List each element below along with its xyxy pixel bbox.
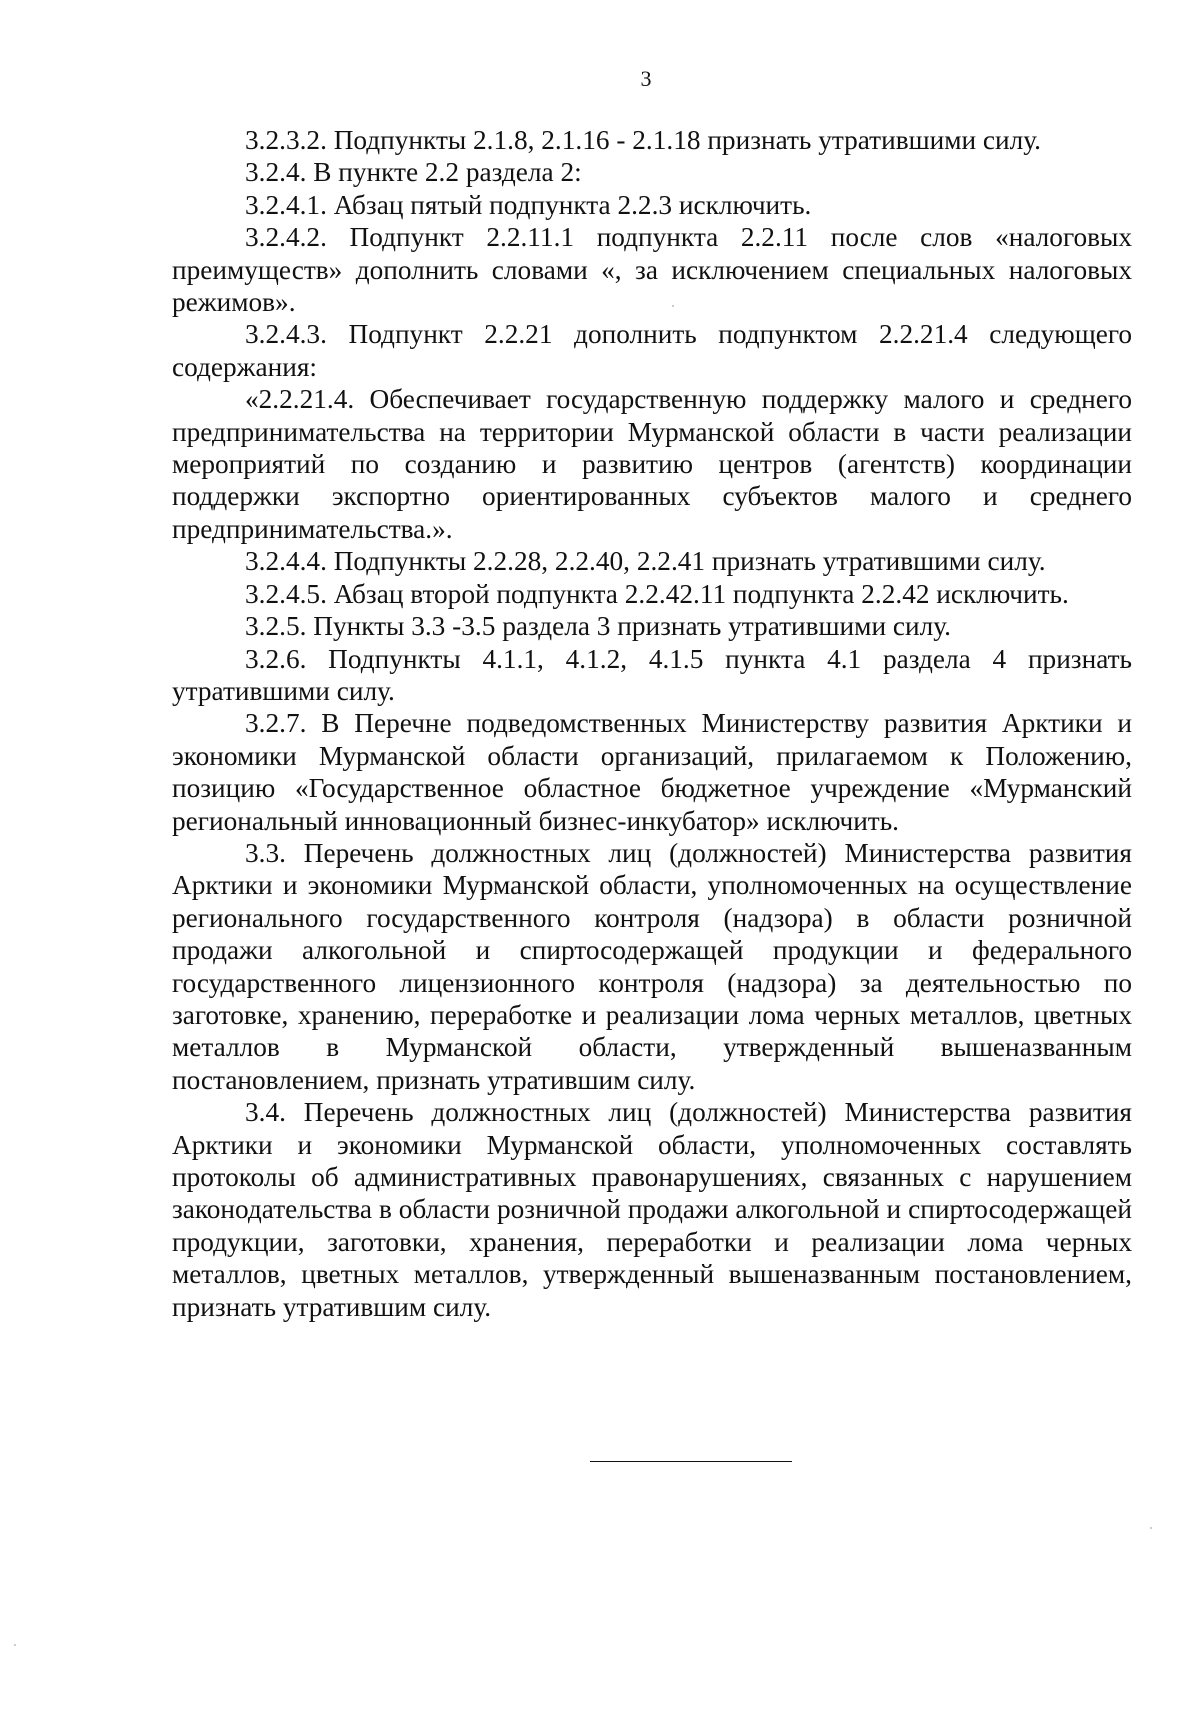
paragraph-3-4: 3.4. Перечень должностных лиц (должностей) Министерства развития Арктики и экономики Мурманской области, уполномоченных составлять протоколы об административных правонарушениях, связанных с нарушением законодательства в области розничной продажи алкогольной и спиртосодержащей продукции, заготовки, хранения, переработки и реализации лома черных металлов, цветных металлов, утвержденный вышеназванным постановлением, признать утратившим силу. xyxy=(172,1097,1132,1322)
paragraph-3-2-3-2: 3.2.3.2. Подпункты 2.1.8, 2.1.16 - 2.1.18 признать утратившими силу. xyxy=(245,125,1042,155)
paragraph-3-2-5: 3.2.5. Пункты 3.3 -3.5 раздела 3 признать утратившими силу. xyxy=(245,611,951,642)
document-body xyxy=(172,124,1132,1323)
paragraph-3-2-4-1: 3.2.4.1. Абзац пятый подпункта 2.2.3 исключить. xyxy=(245,189,812,220)
paragraph-3-2-4-2: 3.2.4.2. Подпункт 2.2.11.1 подпункта 2.2.11 после слов «налоговых преимуществ» дополнить словами «, за исключением специальных налоговых режимов». xyxy=(172,222,1132,318)
page-number: 3 xyxy=(640,66,652,91)
paragraph-3-2-4-3: 3.2.4.3. Подпункт 2.2.21 дополнить подпунктом 2.2.21.4 следующего содержания: xyxy=(172,319,1132,382)
scan-speck xyxy=(14,1644,16,1646)
scan-speck xyxy=(672,305,674,307)
paragraph-3-2-6: 3.2.6. Подпункты 4.1.1, 4.1.2, 4.1.5 пункта 4.1 раздела 4 признать утратившими силу. xyxy=(172,643,1132,706)
paragraph-3-2-4-4: 3.2.4.4. Подпункты 2.2.28, 2.2.40, 2.2.41 признать утратившими силу. xyxy=(245,546,1046,577)
paragraph-3-2-4: 3.2.4. В пункте 2.2 раздела 2: xyxy=(245,157,582,188)
paragraph-quoted-2-2-21-4: «2.2.21.4. Обеспечивает государственную поддержку малого и среднего предпринимательства на территории Мурманской области в части реализации мероприятий по созданию и развитию центров (агентств) координации поддержки экспортно ориентированных субъектов малого и среднего предпринимательства.». xyxy=(172,384,1132,544)
scan-speck xyxy=(1150,1527,1152,1529)
paragraph-3-2-4-5: 3.2.4.5. Абзац второй подпункта 2.2.42.11 подпункта 2.2.42 исключить. xyxy=(245,578,1069,609)
end-of-document-rule xyxy=(590,1461,792,1462)
paragraph-3-3: 3.3. Перечень должностных лиц (должностей) Министерства развития Арктики и экономики Мурманской области, уполномоченных на осуществление регионального государственного контроля (надзора) в области розничной продажи алкогольной и спиртосодержащей продукции и федерального государственного лицензионного контроля (надзора) за деятельностью по заготовке, хранению, переработке и реализации лома черных металлов, цветных металлов в Мурманской области, утвержденный вышеназванным постановлением, признать утратившим силу. xyxy=(172,837,1132,1095)
paragraph-3-2-7: 3.2.7. В Перечне подведомственных Министерству развития Арктики и экономики Мурманской области организаций, прилагаемом к Положению, позицию «Государственное областное бюджетное учреждение «Мурманский региональный инновационный бизнес-инкубатор» исключить. xyxy=(172,708,1132,836)
